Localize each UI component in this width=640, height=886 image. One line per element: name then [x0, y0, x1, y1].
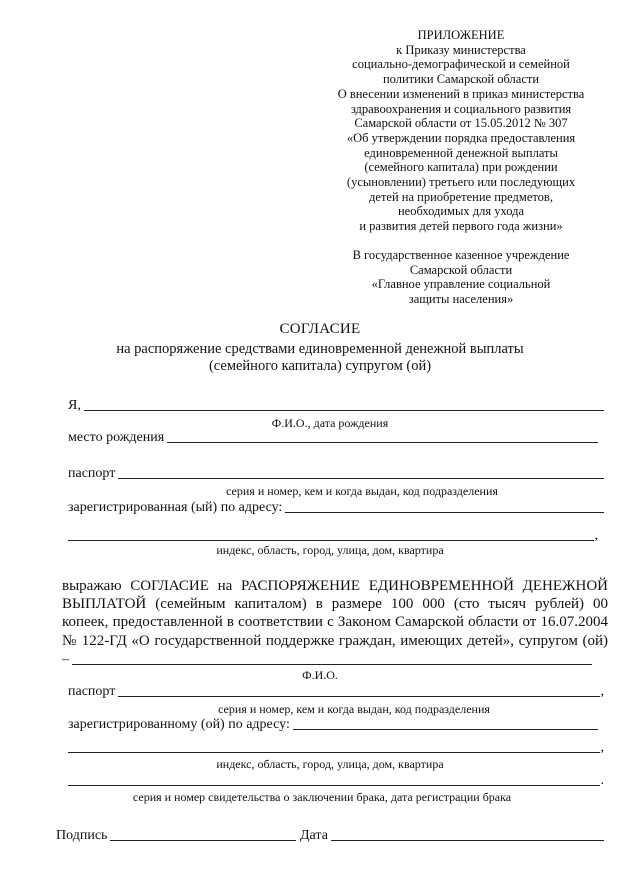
spouse-registered-field[interactable]: [68, 717, 598, 733]
appendix-line: политики Самарской области: [382, 72, 540, 87]
spouse-fio-hint: Ф.И.О.: [302, 668, 338, 682]
address-input-line[interactable]: [68, 539, 594, 541]
address-comma: ,: [594, 528, 598, 543]
fio-hint: Ф.И.О., дата рождения: [271, 416, 389, 430]
spouse-passport-input-line[interactable]: [118, 695, 599, 697]
document-subtitle: [0, 341, 640, 375]
addressee-line: В государственное казенное учреждение: [352, 248, 570, 262]
passport-hint: серия и номер, кем и когда выдан, код подразделения: [226, 484, 498, 498]
signature-field[interactable]: [56, 828, 296, 844]
applicant-fio-field[interactable]: [68, 398, 604, 414]
appendix-line: «Об утверждении порядка предоставления: [346, 130, 576, 145]
marriage-period: .: [600, 773, 604, 788]
appendix-line: к Приказу министерства: [396, 42, 526, 57]
spouse-registered-label: зарегистрированному (ой) по адресу:: [68, 717, 290, 732]
appendix-line: единовременной денежной выплаты: [364, 145, 558, 160]
document-title: СОГЛАСИЕ: [279, 321, 361, 337]
appendix-line: здравоохранения и социального развития: [350, 101, 572, 116]
date-field[interactable]: [300, 828, 604, 844]
registered-input-line[interactable]: [285, 511, 604, 513]
consent-line: копеек, предоставленной в соответствии с Законом Самарской области от 16.07.2004: [62, 614, 608, 631]
i-label: Я,: [68, 398, 81, 413]
appendix-line: (семейного капитала) при рождении: [364, 160, 558, 175]
address-continuation-field[interactable]: [68, 528, 598, 544]
consent-paragraph: [62, 577, 608, 650]
spouse-passport-field[interactable]: [68, 684, 604, 700]
fio-input-line[interactable]: [84, 409, 604, 411]
address-hint: индекс, область, город, улица, дом, квартира: [216, 543, 444, 557]
registered-label: зарегистрированная (ый) по адресу:: [68, 500, 283, 515]
date-label: Дата: [300, 828, 328, 843]
consent-line: выражаю СОГЛАСИЕ на РАСПОРЯЖЕНИЕ ЕДИНОВРЕМЕННОЙ ДЕНЕЖНОЙ: [62, 578, 608, 594]
registered-address-field[interactable]: [68, 500, 604, 516]
subtitle-line: (семейного капитала) супругом (ой): [208, 358, 432, 374]
marriage-hint: серия и номер свидетельства о заключении брака, дата регистрации брака: [132, 790, 512, 804]
marriage-input-line[interactable]: [68, 784, 600, 786]
appendix-line: социально-демографической и семейной: [352, 57, 570, 72]
consent-line: ВЫПЛАТОЙ (семейным капиталом) в размере 100 000 (сто тысяч рублей) 00: [62, 596, 608, 613]
appendix-header: [330, 28, 592, 234]
spouse-dash: –: [62, 652, 69, 667]
addressee-block: [330, 248, 592, 307]
birthplace-input-line[interactable]: [167, 441, 598, 443]
spouse-address-comma: ,: [600, 740, 604, 755]
birthplace-label: место рождения: [68, 430, 165, 445]
addressee-line: Самарской области: [409, 262, 513, 277]
spouse-registered-input-line[interactable]: [293, 728, 598, 730]
subtitle-line: на распоряжение средствами единовременной денежной выплаты: [116, 341, 524, 357]
appendix-line: О внесении изменений в приказ министерства: [337, 86, 585, 101]
signature-label: Подпись: [56, 828, 108, 843]
passport-label: паспорт: [68, 466, 116, 481]
addressee-line: защиты населения»: [408, 292, 514, 307]
spouse-address-input-line[interactable]: [68, 751, 600, 753]
appendix-line: необходимых для ухода: [397, 204, 525, 219]
spouse-address-continuation-field[interactable]: [68, 740, 604, 756]
appendix-line: детей на приобретение предметов,: [369, 189, 553, 204]
spouse-fio-input-line[interactable]: [72, 663, 592, 665]
birthplace-field[interactable]: [68, 430, 598, 446]
consent-line: № 122-ГД «О государственной поддержке граждан, имеющих детей», супругом (ой): [62, 632, 608, 649]
passport-input-line[interactable]: [118, 477, 604, 479]
date-input-line[interactable]: [331, 839, 604, 841]
appendix-line: ПРИЛОЖЕНИЕ: [417, 28, 505, 42]
spouse-passport-label: паспорт: [68, 684, 116, 699]
spouse-passport-comma: ,: [600, 684, 604, 699]
spouse-address-hint: индекс, область, город, улица, дом, квартира: [216, 757, 444, 771]
marriage-certificate-field[interactable]: [68, 773, 604, 789]
addressee-line: «Главное управление социальной: [371, 277, 551, 292]
appendix-line: и развития детей первого года жизни»: [359, 219, 563, 234]
appendix-line: (усыновлении) третьего или последующих: [346, 175, 576, 190]
passport-field[interactable]: [68, 466, 604, 482]
spouse-fio-field[interactable]: [62, 652, 592, 668]
appendix-line: Самарской области от 15.05.2012 № 307: [354, 116, 568, 131]
spouse-passport-hint: серия и номер, кем и когда выдан, код подразделения: [218, 702, 490, 716]
signature-input-line[interactable]: [110, 839, 296, 841]
